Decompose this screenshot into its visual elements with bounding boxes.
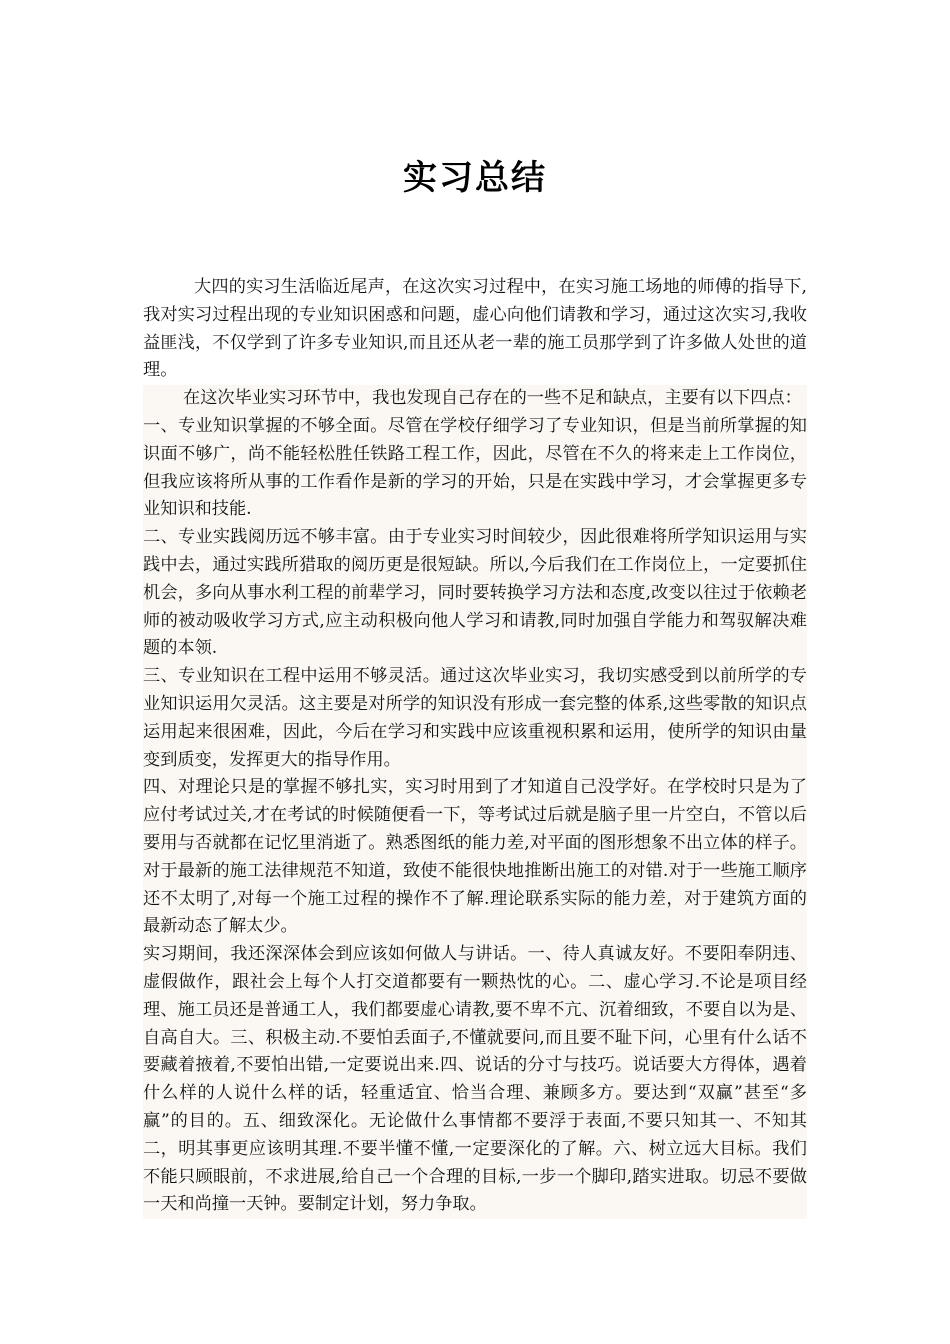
- paragraph-shortcomings-intro: 在这次毕业实习环节中，我也发现自己存在的一些不足和缺点，主要有以下四点：: [143, 385, 807, 413]
- document-title: 实习总结: [403, 158, 547, 198]
- paragraph-conduct: 实习期间，我还深深体会到应该如何做人与讲话。一、待人真诚友好。不要阳奉阴违、虚假做作，跟社会上每个人打交道都要有一颗热忱的心。二、虚心学习.不论是项目经理、施工员还是普通工人，我们都要虚心请教,要不卑不亢、沉着细致，不要自以为是、自高自大。三、积极主动.不要怕丢面子,不懂就要问,而且要不耻下问，心里有什么话不要藏着掖着,不要怕出错,一定要说出来.四、说话的分寸与技巧。说话要大方得体，遇着什么样的人说什么样的话，轻重适宜、恰当合理、兼顾多方。要达到“双赢”甚至“多赢”的目的。五、细致深化。无论做什么事情都不要浮于表面,不要只知其一、不知其二，明其事更应该明其理.不要半懂不懂,一定要深化的了解。六、树立远大目标。我们不能只顾眼前，不求进展,给自己一个合理的目标,一步一个脚印,踏实进取。切忌不要做一天和尚撞一天钟。要制定计划，努力争取。: [143, 941, 807, 1219]
- paragraph-point-1: 一、专业知识掌握的不够全面。尽管在学校仔细学习了专业知识，但是当前所掌握的知识面不够广，尚不能轻松胜任铁路工程工作，因此，尽管在不久的将来走上工作岗位，但我应该将所从事的工作看作是新的学习的开始，只是在实践中学习，才会掌握更多专业知识和技能.: [143, 413, 807, 524]
- paragraph-point-4: 四、对理论只是的掌握不够扎实，实习时用到了才知道自己没学好。在学校时只是为了应付考试过关,才在考试的时候随便看一下，等考试过后就是脑子里一片空白，不管以后要用与否就都在记忆里消逝了。熟悉图纸的能力差,对平面的图形想象不出立体的样子。对于最新的施工法律规范不知道，致使不能很快地推断出施工的对错.对于一些施工顺序还不太明了,对每一个施工过程的操作不了解.理论联系实际的能力差，对于建筑方面的最新动态了解太少。: [143, 774, 807, 941]
- paragraph-point-2: 二、专业实践阅历远不够丰富。由于专业实习时间较少，因此很难将所学知识运用与实践中去，通过实践所猎取的阅历更是很短缺。所以,今后我们在工作岗位上，一定要抓住机会，多向从事水利工程的前辈学习，同时要转换学习方法和态度,改变以往过于依赖老师的被动吸收学习方式,应主动积极向他人学习和请教,同时加强自学能力和驾驭解决难题的本领.: [143, 524, 807, 663]
- paragraph-point-3: 三、专业知识在工程中运用不够灵活。通过这次毕业实习，我切实感受到以前所学的专业知识运用欠灵活。这主要是对所学的知识没有形成一套完整的体系,这些零散的知识点运用起来很困难，因此，今后在学习和实践中应该重视积累和运用，使所学的知识由量变到质变，发挥更大的指导作用。: [143, 663, 807, 774]
- document-body: [143, 274, 807, 1219]
- paragraph-intro: 大四的实习生活临近尾声，在这次实习过程中，在实习施工场地的师傅的指导下,我对实习过程出现的专业知识困惑和问题，虚心向他们请教和学习，通过这次实习,我收益匪浅，不仅学到了许多专业知识,而且还从老一辈的施工员那学到了许多做人处世的道理。: [143, 277, 807, 381]
